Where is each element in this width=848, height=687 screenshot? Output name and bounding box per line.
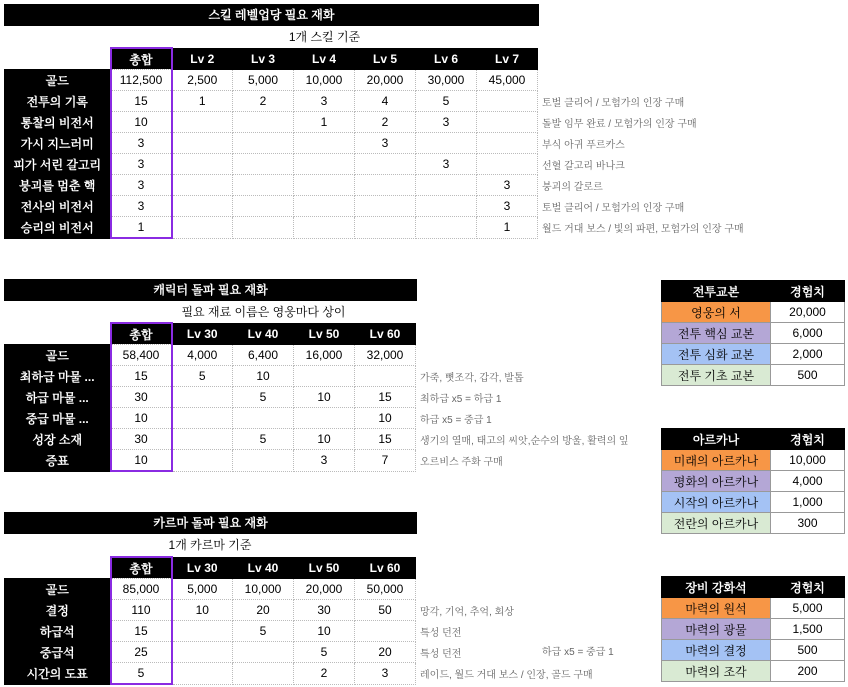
exp-battle-table	[661, 280, 845, 386]
level-cell: 30	[294, 600, 355, 621]
row-note: 레이드, 월드 거대 보스 / 인장, 골드 구매	[420, 669, 593, 681]
table-row	[662, 344, 845, 365]
row-note: 오르비스 주화 구매	[420, 456, 503, 468]
total-cell: 10	[111, 112, 172, 133]
total-cell: 10	[111, 408, 172, 429]
level-cell: 2	[294, 663, 355, 685]
row-label: 골드	[5, 579, 111, 600]
row-note: 월드 거대 보스 / 빛의 파편, 모험가의 인장 구매	[542, 223, 744, 235]
item-name: 전투 심화 교본	[662, 344, 771, 365]
row-note	[538, 70, 838, 91]
row-note: 토벌 클리어 / 모험가의 인장 구매	[542, 97, 685, 109]
total-cell: 110	[111, 600, 172, 621]
level-cell	[294, 408, 355, 429]
total-cell: 10	[111, 450, 172, 472]
row-note: 가죽, 뼛조각, 갑각, 발톱	[420, 372, 524, 384]
row-note: 특성 던전	[420, 648, 462, 660]
level-cell: 50	[355, 600, 416, 621]
row-label: 가시 지느러미	[5, 133, 111, 154]
row-note: 망각, 기억, 추억, 회상	[420, 606, 514, 618]
header-blank	[5, 557, 111, 579]
header-blank	[538, 48, 838, 70]
level-cell: 10	[294, 387, 355, 408]
column-header: 경험치	[771, 281, 845, 302]
level-cell	[233, 154, 294, 175]
column-header: 총합	[111, 323, 172, 345]
exp-value: 10,000	[771, 450, 845, 471]
level-cell: 7	[355, 450, 416, 472]
table-row	[5, 621, 716, 642]
level-cell	[294, 175, 355, 196]
level-cell: 20,000	[355, 70, 416, 91]
level-cell: 5,000	[172, 579, 233, 600]
level-cell: 1	[294, 112, 355, 133]
level-cell: 2,500	[172, 70, 233, 91]
row-label: 시간의 도표	[5, 663, 111, 685]
row-label: 골드	[5, 70, 111, 91]
table-row	[662, 513, 845, 534]
level-cell	[233, 175, 294, 196]
level-cell	[233, 112, 294, 133]
level-cell: 3	[416, 112, 477, 133]
row-label: 승리의 비전서	[5, 217, 111, 239]
exp-value: 1,000	[771, 492, 845, 513]
level-cell: 15	[355, 429, 416, 450]
level-cell	[233, 408, 294, 429]
table-row	[662, 640, 845, 661]
column-header: Lv 60	[355, 323, 416, 345]
table-row	[662, 302, 845, 323]
item-name: 마력의 광물	[662, 619, 771, 640]
column-header: Lv 40	[233, 323, 294, 345]
total-cell: 5	[111, 663, 172, 685]
row-note: 토벌 클리어 / 모험가의 인장 구매	[542, 202, 685, 214]
total-cell: 85,000	[111, 579, 172, 600]
item-name: 미래의 아르카나	[662, 450, 771, 471]
exp-value: 500	[771, 640, 845, 661]
level-cell	[172, 133, 233, 154]
level-cell: 32,000	[355, 345, 416, 366]
table-row	[5, 175, 838, 196]
level-cell	[355, 154, 416, 175]
skill-table	[4, 47, 838, 239]
level-cell: 5	[172, 366, 233, 387]
total-cell: 3	[111, 133, 172, 154]
table-row	[5, 217, 838, 239]
table-row	[5, 366, 646, 387]
total-cell: 3	[111, 196, 172, 217]
table-row	[5, 600, 716, 621]
row-label: 하급 마물 ...	[5, 387, 111, 408]
level-cell: 6,400	[233, 345, 294, 366]
level-cell: 20	[233, 600, 294, 621]
column-header: 장비 강화석	[662, 577, 771, 598]
level-cell: 3	[294, 91, 355, 112]
level-cell: 45,000	[477, 70, 538, 91]
level-cell	[172, 621, 233, 642]
level-cell: 4	[355, 91, 416, 112]
level-cell	[233, 450, 294, 472]
exp-value: 200	[771, 661, 845, 682]
level-cell: 5,000	[233, 70, 294, 91]
row-note	[416, 345, 646, 366]
table-row	[5, 70, 838, 91]
level-cell	[477, 154, 538, 175]
level-cell: 3	[355, 133, 416, 154]
column-header: 경험치	[771, 577, 845, 598]
level-cell: 3	[477, 196, 538, 217]
item-name: 전투 핵심 교본	[662, 323, 771, 344]
total-cell: 112,500	[111, 70, 172, 91]
exp-value: 500	[771, 365, 845, 386]
exp-value: 20,000	[771, 302, 845, 323]
level-cell: 5	[416, 91, 477, 112]
level-cell	[294, 154, 355, 175]
total-cell: 15	[111, 91, 172, 112]
level-cell: 5	[294, 642, 355, 663]
exp-value: 1,500	[771, 619, 845, 640]
column-header: 아르카나	[662, 429, 771, 450]
level-cell	[233, 663, 294, 685]
column-header: Lv 30	[172, 557, 233, 579]
level-cell	[416, 217, 477, 239]
table-row	[662, 471, 845, 492]
level-cell	[172, 408, 233, 429]
column-header: Lv 60	[355, 557, 416, 579]
level-cell: 1	[477, 217, 538, 239]
total-cell: 30	[111, 429, 172, 450]
row-label: 전투의 기록	[5, 91, 111, 112]
row-label: 골드	[5, 345, 111, 366]
table-row	[5, 387, 646, 408]
table-row	[5, 112, 838, 133]
table-row	[5, 345, 646, 366]
exp-value: 6,000	[771, 323, 845, 344]
item-name: 평화의 아르카나	[662, 471, 771, 492]
level-cell: 50,000	[355, 579, 416, 600]
level-cell	[355, 621, 416, 642]
level-cell: 1	[172, 91, 233, 112]
column-header: Lv 50	[294, 557, 355, 579]
char-title: 캐릭터 돌파 필요 재화	[4, 279, 417, 301]
level-cell: 2	[233, 91, 294, 112]
table-row	[662, 492, 845, 513]
char-table	[4, 322, 646, 472]
level-cell: 2	[355, 112, 416, 133]
total-cell: 58,400	[111, 345, 172, 366]
item-name: 영웅의 서	[662, 302, 771, 323]
level-cell	[172, 175, 233, 196]
level-cell: 15	[355, 387, 416, 408]
level-cell: 10	[294, 429, 355, 450]
level-cell: 10	[355, 408, 416, 429]
row-label: 중급 마물 ...	[5, 408, 111, 429]
level-cell: 10,000	[233, 579, 294, 600]
header-blank	[416, 323, 646, 345]
level-cell	[233, 133, 294, 154]
level-cell: 20	[355, 642, 416, 663]
column-header: 총합	[111, 557, 172, 579]
item-name: 마력의 조각	[662, 661, 771, 682]
level-cell	[172, 196, 233, 217]
column-header: Lv 50	[294, 323, 355, 345]
column-header: 경험치	[771, 429, 845, 450]
row-note: 하급 x5 = 중급 1	[420, 414, 492, 426]
level-cell: 20,000	[294, 579, 355, 600]
exp-value: 5,000	[771, 598, 845, 619]
table-row	[5, 196, 838, 217]
level-cell	[416, 175, 477, 196]
level-cell	[233, 196, 294, 217]
table-row	[662, 619, 845, 640]
table-row	[5, 663, 716, 685]
row-label: 최하급 마물 ...	[5, 366, 111, 387]
level-cell	[172, 429, 233, 450]
level-cell: 10,000	[294, 70, 355, 91]
level-cell	[416, 133, 477, 154]
total-cell: 1	[111, 217, 172, 239]
column-header: Lv 3	[233, 48, 294, 70]
column-header: Lv 5	[355, 48, 416, 70]
table-row	[662, 450, 845, 471]
exp-value: 300	[771, 513, 845, 534]
level-cell: 5	[233, 621, 294, 642]
karma-title: 카르마 돌파 필요 재화	[4, 512, 417, 534]
exp-arcana-table	[661, 428, 845, 534]
level-cell	[172, 154, 233, 175]
level-cell: 3	[355, 663, 416, 685]
row-label: 통찰의 비전서	[5, 112, 111, 133]
row-note: 선혈 갈고리 바나크	[542, 160, 625, 172]
table-row	[5, 450, 646, 472]
level-cell	[294, 366, 355, 387]
karma-subtitle: 1개 카르마 기준	[168, 538, 252, 552]
table-row	[5, 91, 838, 112]
level-cell: 10	[233, 366, 294, 387]
row-label: 피가 서린 갈고리	[5, 154, 111, 175]
table-row	[662, 323, 845, 344]
row-label: 증표	[5, 450, 111, 472]
row-note: 특성 던전	[420, 627, 462, 639]
row-label: 붕괴를 멈춘 핵	[5, 175, 111, 196]
level-cell	[172, 112, 233, 133]
level-cell	[233, 217, 294, 239]
column-header: Lv 4	[294, 48, 355, 70]
level-cell	[294, 196, 355, 217]
column-header: Lv 2	[172, 48, 233, 70]
row-note: 부식 아귀 푸르카스	[542, 139, 625, 151]
item-name: 마력의 결정	[662, 640, 771, 661]
table-row	[5, 408, 646, 429]
table-row	[5, 579, 716, 600]
level-cell: 30,000	[416, 70, 477, 91]
level-cell: 4,000	[172, 345, 233, 366]
table-row	[662, 598, 845, 619]
level-cell	[355, 217, 416, 239]
row-label: 성장 소재	[5, 429, 111, 450]
item-name: 마력의 원석	[662, 598, 771, 619]
row-note: 최하급 x5 = 하급 1	[420, 393, 502, 405]
level-cell	[294, 133, 355, 154]
level-cell: 5	[233, 387, 294, 408]
table-row	[5, 429, 646, 450]
table-row	[5, 154, 838, 175]
level-cell	[477, 91, 538, 112]
total-cell: 30	[111, 387, 172, 408]
level-cell	[172, 450, 233, 472]
skill-title: 스킬 레벨업당 필요 재화	[4, 4, 539, 26]
level-cell	[172, 642, 233, 663]
level-cell: 3	[416, 154, 477, 175]
karma-extra-note: 하급 x5 = 중급 1	[542, 647, 614, 658]
column-header: Lv 30	[172, 323, 233, 345]
row-label: 결정	[5, 600, 111, 621]
level-cell: 3	[294, 450, 355, 472]
row-label: 중급석	[5, 642, 111, 663]
column-header: Lv 6	[416, 48, 477, 70]
row-label: 전사의 비전서	[5, 196, 111, 217]
total-cell: 15	[111, 366, 172, 387]
skill-subtitle: 1개 스킬 기준	[288, 30, 361, 44]
level-cell: 16,000	[294, 345, 355, 366]
column-header: 총합	[111, 48, 172, 70]
level-cell	[355, 366, 416, 387]
header-blank	[5, 48, 111, 70]
row-note: 생기의 열매, 태고의 씨앗,순수의 방울, 활력의 잎	[420, 435, 629, 447]
level-cell: 10	[294, 621, 355, 642]
header-blank	[5, 323, 111, 345]
level-cell: 3	[477, 175, 538, 196]
total-cell: 25	[111, 642, 172, 663]
level-cell	[172, 663, 233, 685]
level-cell	[172, 387, 233, 408]
level-cell	[294, 217, 355, 239]
level-cell	[355, 196, 416, 217]
table-row	[662, 661, 845, 682]
column-header: Lv 7	[477, 48, 538, 70]
column-header: Lv 40	[233, 557, 294, 579]
table-row	[662, 365, 845, 386]
exp-value: 2,000	[771, 344, 845, 365]
column-header: 전투교본	[662, 281, 771, 302]
row-note: 붕괴의 갈로르	[542, 181, 603, 193]
table-row	[5, 133, 838, 154]
row-note: 돌발 임무 완료 / 모험가의 인장 구매	[542, 118, 697, 130]
total-cell: 3	[111, 154, 172, 175]
exp-value: 4,000	[771, 471, 845, 492]
total-cell: 3	[111, 175, 172, 196]
item-name: 시작의 아르카나	[662, 492, 771, 513]
level-cell	[355, 175, 416, 196]
char-subtitle: 필요 재료 이름은 영웅마다 상이	[181, 305, 346, 319]
item-name: 전란의 아르카나	[662, 513, 771, 534]
exp-equip-table	[661, 576, 845, 682]
level-cell: 5	[233, 429, 294, 450]
item-name: 전투 기초 교본	[662, 365, 771, 386]
level-cell	[477, 133, 538, 154]
level-cell	[477, 112, 538, 133]
karma-table	[4, 556, 716, 685]
level-cell	[172, 217, 233, 239]
level-cell: 10	[172, 600, 233, 621]
level-cell	[416, 196, 477, 217]
total-cell: 15	[111, 621, 172, 642]
row-label: 하급석	[5, 621, 111, 642]
level-cell	[233, 642, 294, 663]
